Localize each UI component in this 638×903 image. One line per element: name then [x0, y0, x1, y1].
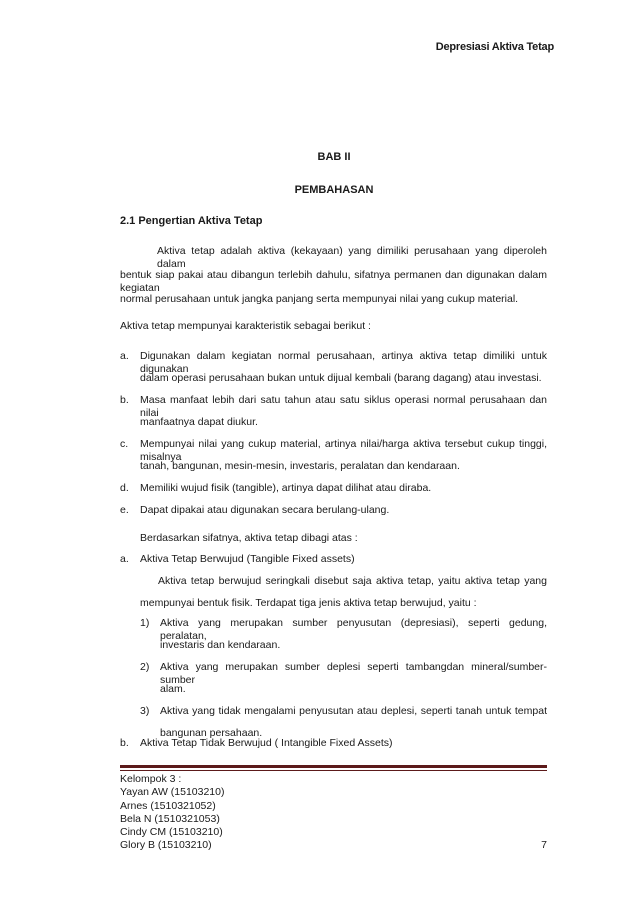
list-item: [120, 482, 547, 504]
chapter-label: BAB II: [317, 151, 351, 163]
footer-member: Arnes (1510321052): [120, 799, 216, 812]
list-marker: 3): [140, 705, 150, 717]
list-item-line: Memiliki wujud fisik (tangible), artinya dapat dilihat atau diraba.: [140, 482, 432, 494]
classification-b: [120, 737, 547, 759]
characteristics-intro: Aktiva tetap mempunyai karakteristik sebagai berikut :: [120, 320, 371, 332]
list-marker: d.: [120, 482, 129, 494]
description-block: [140, 575, 547, 619]
list-item-line: tanah, bangunan, mesin-mesin, investaris, peralatan dan kendaraan.: [140, 460, 460, 472]
intro-line: Aktiva tetap adalah aktiva (kekayaan) yang dimiliki perusahaan yang diperoleh dalam: [157, 245, 547, 270]
list-marker: b.: [120, 737, 129, 749]
list-marker: a.: [120, 350, 129, 362]
characteristics-list: [120, 350, 547, 526]
tangible-description: [140, 575, 547, 619]
list-item: [120, 737, 547, 759]
list-item: [120, 438, 547, 482]
list-item-line: Mempunyai nilai yang cukup material, artinya nilai/harga aktiva tersebut cukup tinggi, misalnya: [140, 438, 547, 463]
page-footer: [120, 773, 547, 853]
intro-paragraph: [120, 245, 547, 317]
list-item-line: investaris dan kendaraan.: [160, 639, 281, 651]
list-item-line: alam.: [160, 683, 186, 695]
intro-line: bentuk siap pakai atau dibangun terlebih dahulu, sifatnya permanen dan digunakan dalam kegiatan: [120, 269, 547, 294]
running-header: Depresiasi Aktiva Tetap: [435, 41, 554, 53]
list-item-line: Aktiva yang merupakan sumber deplesi seperti tambangdan mineral/sumber-sumber: [160, 661, 547, 686]
divider-thick-line: [120, 765, 547, 768]
list-item: [120, 553, 547, 575]
list-item-line: manfaatnya dapat diukur.: [140, 416, 258, 428]
list-item-line: Aktiva yang merupakan sumber penyusutan (depresiasi), seperti gedung, peralatan,: [160, 617, 547, 642]
footer-group-label: Kelompok 3 :: [120, 773, 182, 785]
list-marker: 1): [140, 617, 150, 629]
tangible-types-list: [140, 617, 547, 749]
divider-thin-line: [120, 770, 547, 771]
section-heading: 2.1 Pengertian Aktiva Tetap: [120, 215, 263, 227]
list-item-line: Masa manfaat lebih dari satu tahun atau satu siklus operasi normal perusahaan dan nilai: [140, 394, 547, 419]
footer-member: Bela N (1510321053): [120, 812, 220, 825]
list-item-line: bangunan persahaan.: [160, 727, 263, 739]
list-item: [140, 661, 547, 705]
list-item-line: dalam operasi perusahaan bukan untuk dijual kembali (barang dagang) atau investasi.: [140, 372, 542, 384]
list-item-line: Digunakan dalam kegiatan normal perusahaan, artinya aktiva tetap dimiliki untuk digunakan: [140, 350, 547, 375]
list-item: [140, 617, 547, 661]
footer-divider: [120, 765, 547, 771]
classification-a: [120, 553, 547, 575]
classification-intro: Berdasarkan sifatnya, aktiva tetap dibagi atas :: [140, 532, 358, 544]
list-item-title: Aktiva Tetap Tidak Berwujud ( Intangible Fixed Assets): [140, 737, 393, 749]
description-line: Aktiva tetap berwujud seringkali disebut saja aktiva tetap, yaitu aktiva tetap yang: [158, 575, 547, 587]
list-marker: e.: [120, 504, 129, 516]
list-marker: a.: [120, 553, 129, 565]
list-item-line: Aktiva yang tidak mengalami penyusutan atau deplesi, seperti tanah untuk tempat: [160, 705, 547, 717]
intro-line: normal perusahaan untuk jangka panjang serta mempunyai nilai yang cukup material.: [120, 293, 519, 305]
footer-member: Glory B (15103210): [120, 839, 212, 852]
list-marker: c.: [120, 438, 129, 450]
list-item-title: Aktiva Tetap Berwujud (Tangible Fixed assets): [140, 553, 355, 565]
list-marker: 2): [140, 661, 150, 673]
description-line: mempunyai bentuk fisik. Terdapat tiga jenis aktiva tetap berwujud, yaitu :: [140, 597, 477, 609]
list-item: [120, 504, 547, 526]
footer-member: Yayan AW (15103210): [120, 786, 225, 799]
footer-member: Cindy CM (15103210): [120, 826, 223, 839]
page-number: 7: [541, 839, 547, 852]
list-marker: b.: [120, 394, 129, 406]
chapter-title: PEMBAHASAN: [294, 184, 374, 196]
list-item-line: Dapat dipakai atau digunakan secara berulang-ulang.: [140, 504, 390, 516]
list-item: [120, 394, 547, 438]
list-item: [120, 350, 547, 394]
